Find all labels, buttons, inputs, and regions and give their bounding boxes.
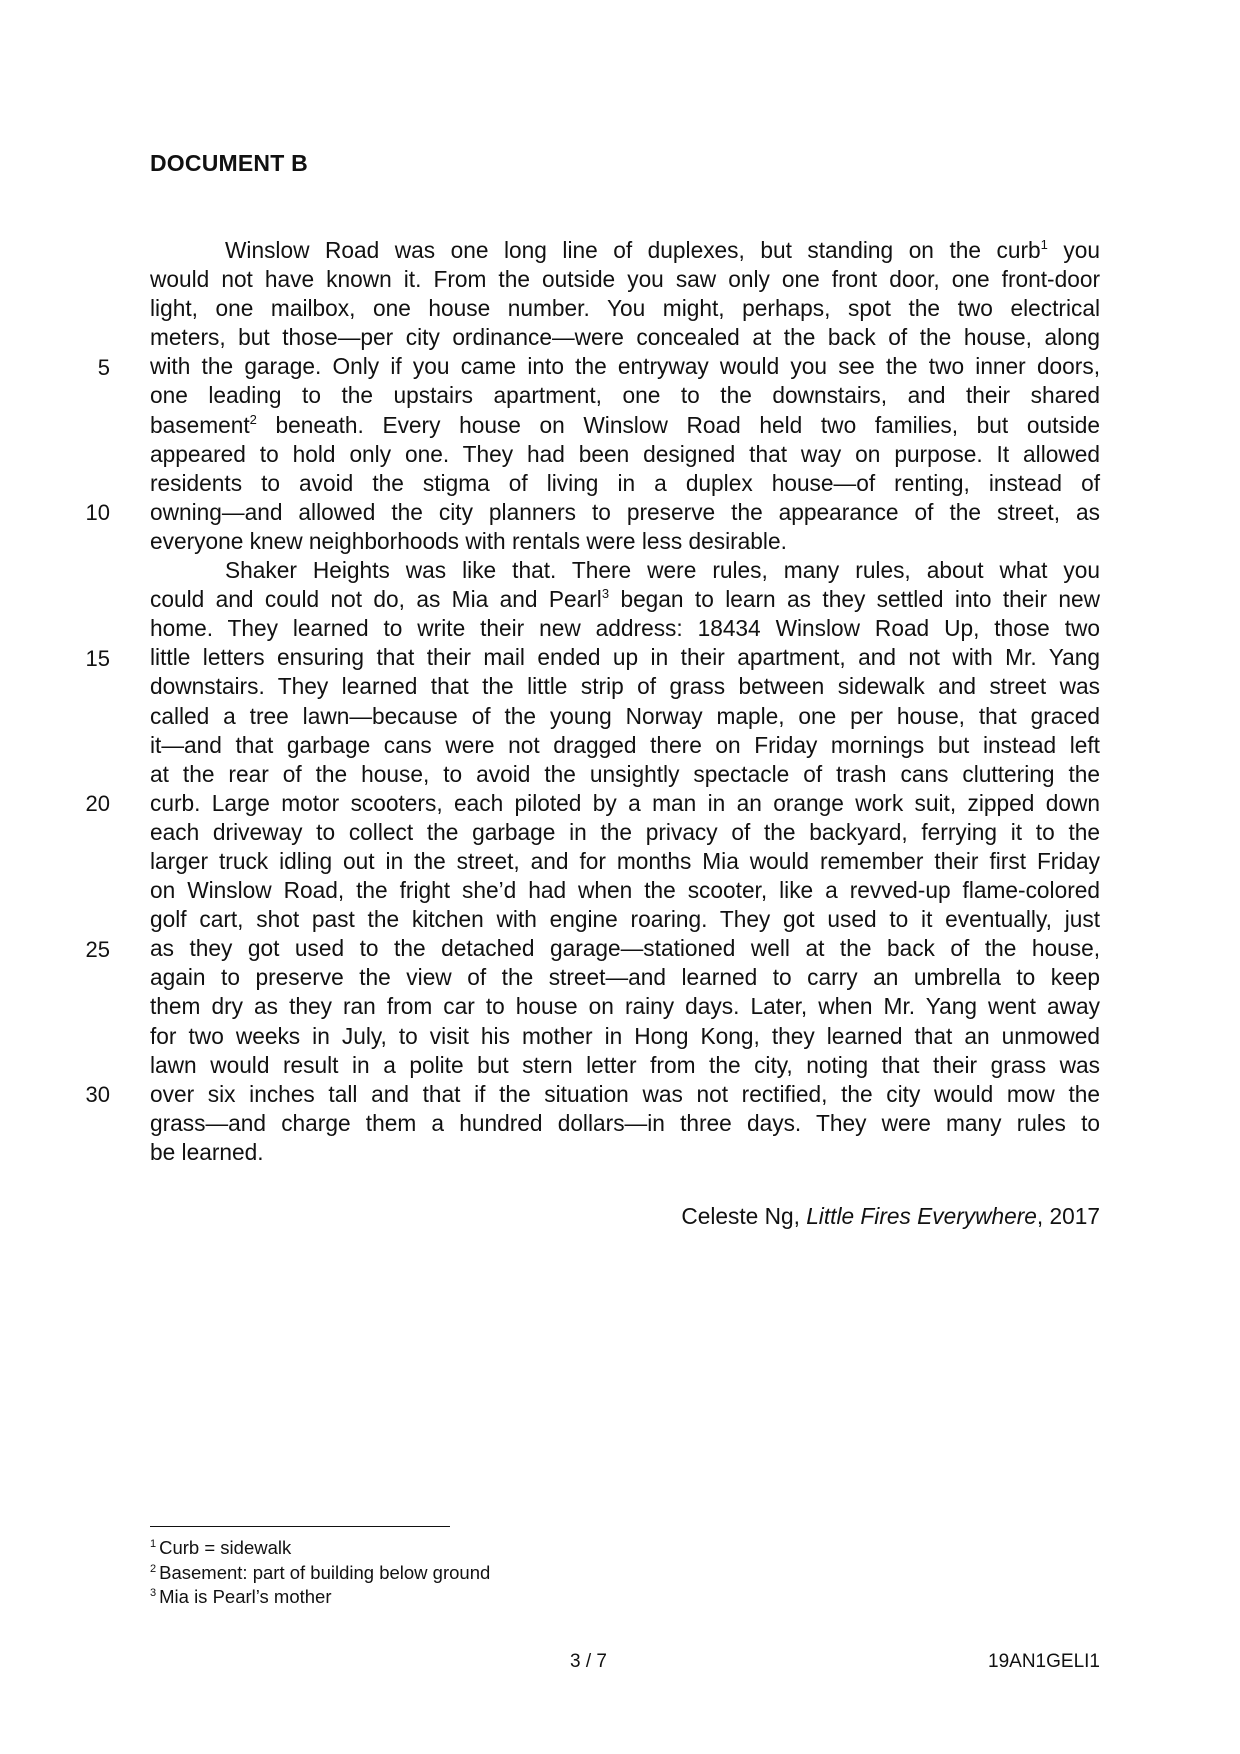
- passage-line: as they got used to the detached garage—stationed well at the back of the house,: [150, 935, 1100, 962]
- passage-line: called a tree lawn—because of the young Norway maple, one per house, that graced: [150, 702, 1100, 729]
- footnote: [150, 1536, 490, 1561]
- passage-line: again to preserve the view of the street—and learned to carry an umbrella to keep: [150, 964, 1100, 991]
- citation-author: Celeste Ng,: [681, 1203, 807, 1229]
- passage-line: would not have known it. From the outside you saw only one front door, one front-door: [150, 266, 1100, 293]
- passage-line: downstairs. They learned that the little strip of grass between sidewalk and street was: [150, 673, 1100, 700]
- citation-title: Little Fires Everywhere: [806, 1203, 1037, 1229]
- passage-line: with the garage. Only if you came into the entryway would you see the two inner doors,: [150, 353, 1100, 380]
- passage-line: it—and that garbage cans were not dragged there on Friday mornings but instead left: [150, 731, 1100, 758]
- passage-line: lawn would result in a polite but stern letter from the city, noting that their grass was: [150, 1051, 1100, 1078]
- footnote-text: Mia is Pearl’s mother: [159, 1586, 332, 1607]
- passage-line: larger truck idling out in the street, and for months Mia would remember their first Friday: [150, 847, 1100, 874]
- passage-line: owning—and allowed the city planners to preserve the appearance of the street, as: [150, 498, 1100, 525]
- passage-line: over six inches tall and that if the situation was not rectified, the city would mow the: [150, 1080, 1100, 1107]
- footnote-ref: 2: [249, 411, 257, 427]
- passage-line: be learned.: [150, 1138, 264, 1165]
- passage-line: grass—and charge them a hundred dollars—in three days. They were many rules to: [150, 1109, 1100, 1136]
- line-number: 15: [85, 646, 110, 671]
- footnote-ref: 1: [1040, 237, 1048, 252]
- passage-line: basement$^2$ beneath. Every house on Winslow Road held two families, but outside: [150, 411, 1100, 438]
- footnotes: [150, 1536, 490, 1610]
- line-number: 20: [85, 791, 110, 816]
- footnote-marker: 2: [150, 1562, 157, 1575]
- passage-line: could and could not do, as Mia and Pearl$^3$ began to learn as they settled into their new: [150, 586, 1100, 613]
- passage-line: light, one mailbox, one house number. You might, perhaps, spot the two electrical: [150, 295, 1100, 322]
- passage-line: Winslow Road was one long line of duplexes, but standing on the curb$^1$ you: [225, 237, 1100, 263]
- citation-year: , 2017: [1036, 1203, 1100, 1229]
- document-heading: DOCUMENT B: [150, 150, 308, 176]
- footnote-marker: 1: [150, 1538, 157, 1550]
- passage-line: on Winslow Road, the fright she’d had when the scooter, like a revved-up flame-colored: [150, 877, 1100, 904]
- passage-line: little letters ensuring that their mail ended up in their apartment, and not with Mr. Yang: [150, 644, 1100, 671]
- passage-line: residents to avoid the stigma of living in a duplex house—of renting, instead of: [150, 469, 1100, 496]
- page-number: 3 / 7: [570, 1651, 607, 1672]
- document-code: 19AN1GELI1: [988, 1651, 1100, 1672]
- footnote-divider: [150, 1526, 450, 1527]
- passage-line: curb. Large motor scooters, each piloted by a man in an orange work suit, zipped down: [150, 789, 1100, 816]
- line-number: 25: [85, 937, 110, 962]
- passage-line: them dry as they ran from car to house on rainy days. Later, when Mr. Yang went away: [150, 993, 1100, 1020]
- passage-line: each driveway to collect the garbage in the privacy of the backyard, ferrying it to the: [150, 818, 1100, 845]
- footnote: [150, 1561, 490, 1586]
- line-number: 10: [85, 500, 110, 525]
- passage-line: home. They learned to write their new address: 18434 Winslow Road Up, those two: [150, 615, 1100, 642]
- footnote-ref: 3: [601, 586, 610, 602]
- passage-body: [150, 236, 1100, 1167]
- passage-line: Shaker Heights was like that. There were rules, many rules, about what you: [225, 557, 1100, 584]
- passage-line: one leading to the upstairs apartment, one to the downstairs, and their shared: [150, 382, 1100, 409]
- footnote-text: Basement: part of building below ground: [159, 1561, 491, 1583]
- passage-line: meters, but those—per city ordinance—were concealed at the back of the house, along: [150, 324, 1100, 351]
- footnote: [150, 1585, 490, 1610]
- source-citation: [681, 1203, 1100, 1230]
- passage-line: everyone knew neighborhoods with rentals were less desirable.: [150, 527, 787, 554]
- passage-line: golf cart, shot past the kitchen with engine roaring. They got used to it eventually, just: [150, 906, 1100, 933]
- footnote-text: Curb = sidewalk: [159, 1537, 292, 1558]
- footnote-marker: 3: [150, 1587, 157, 1599]
- passage-line: at the rear of the house, to avoid the unsightly spectacle of trash cans cluttering the: [150, 760, 1100, 787]
- passage-line: for two weeks in July, to visit his mother in Hong Kong, they learned that an unmowed: [150, 1022, 1100, 1049]
- line-number: 30: [85, 1082, 110, 1107]
- line-number: 5: [97, 355, 110, 380]
- passage-line: appeared to hold only one. They had been designed that way on purpose. It allowed: [150, 440, 1100, 467]
